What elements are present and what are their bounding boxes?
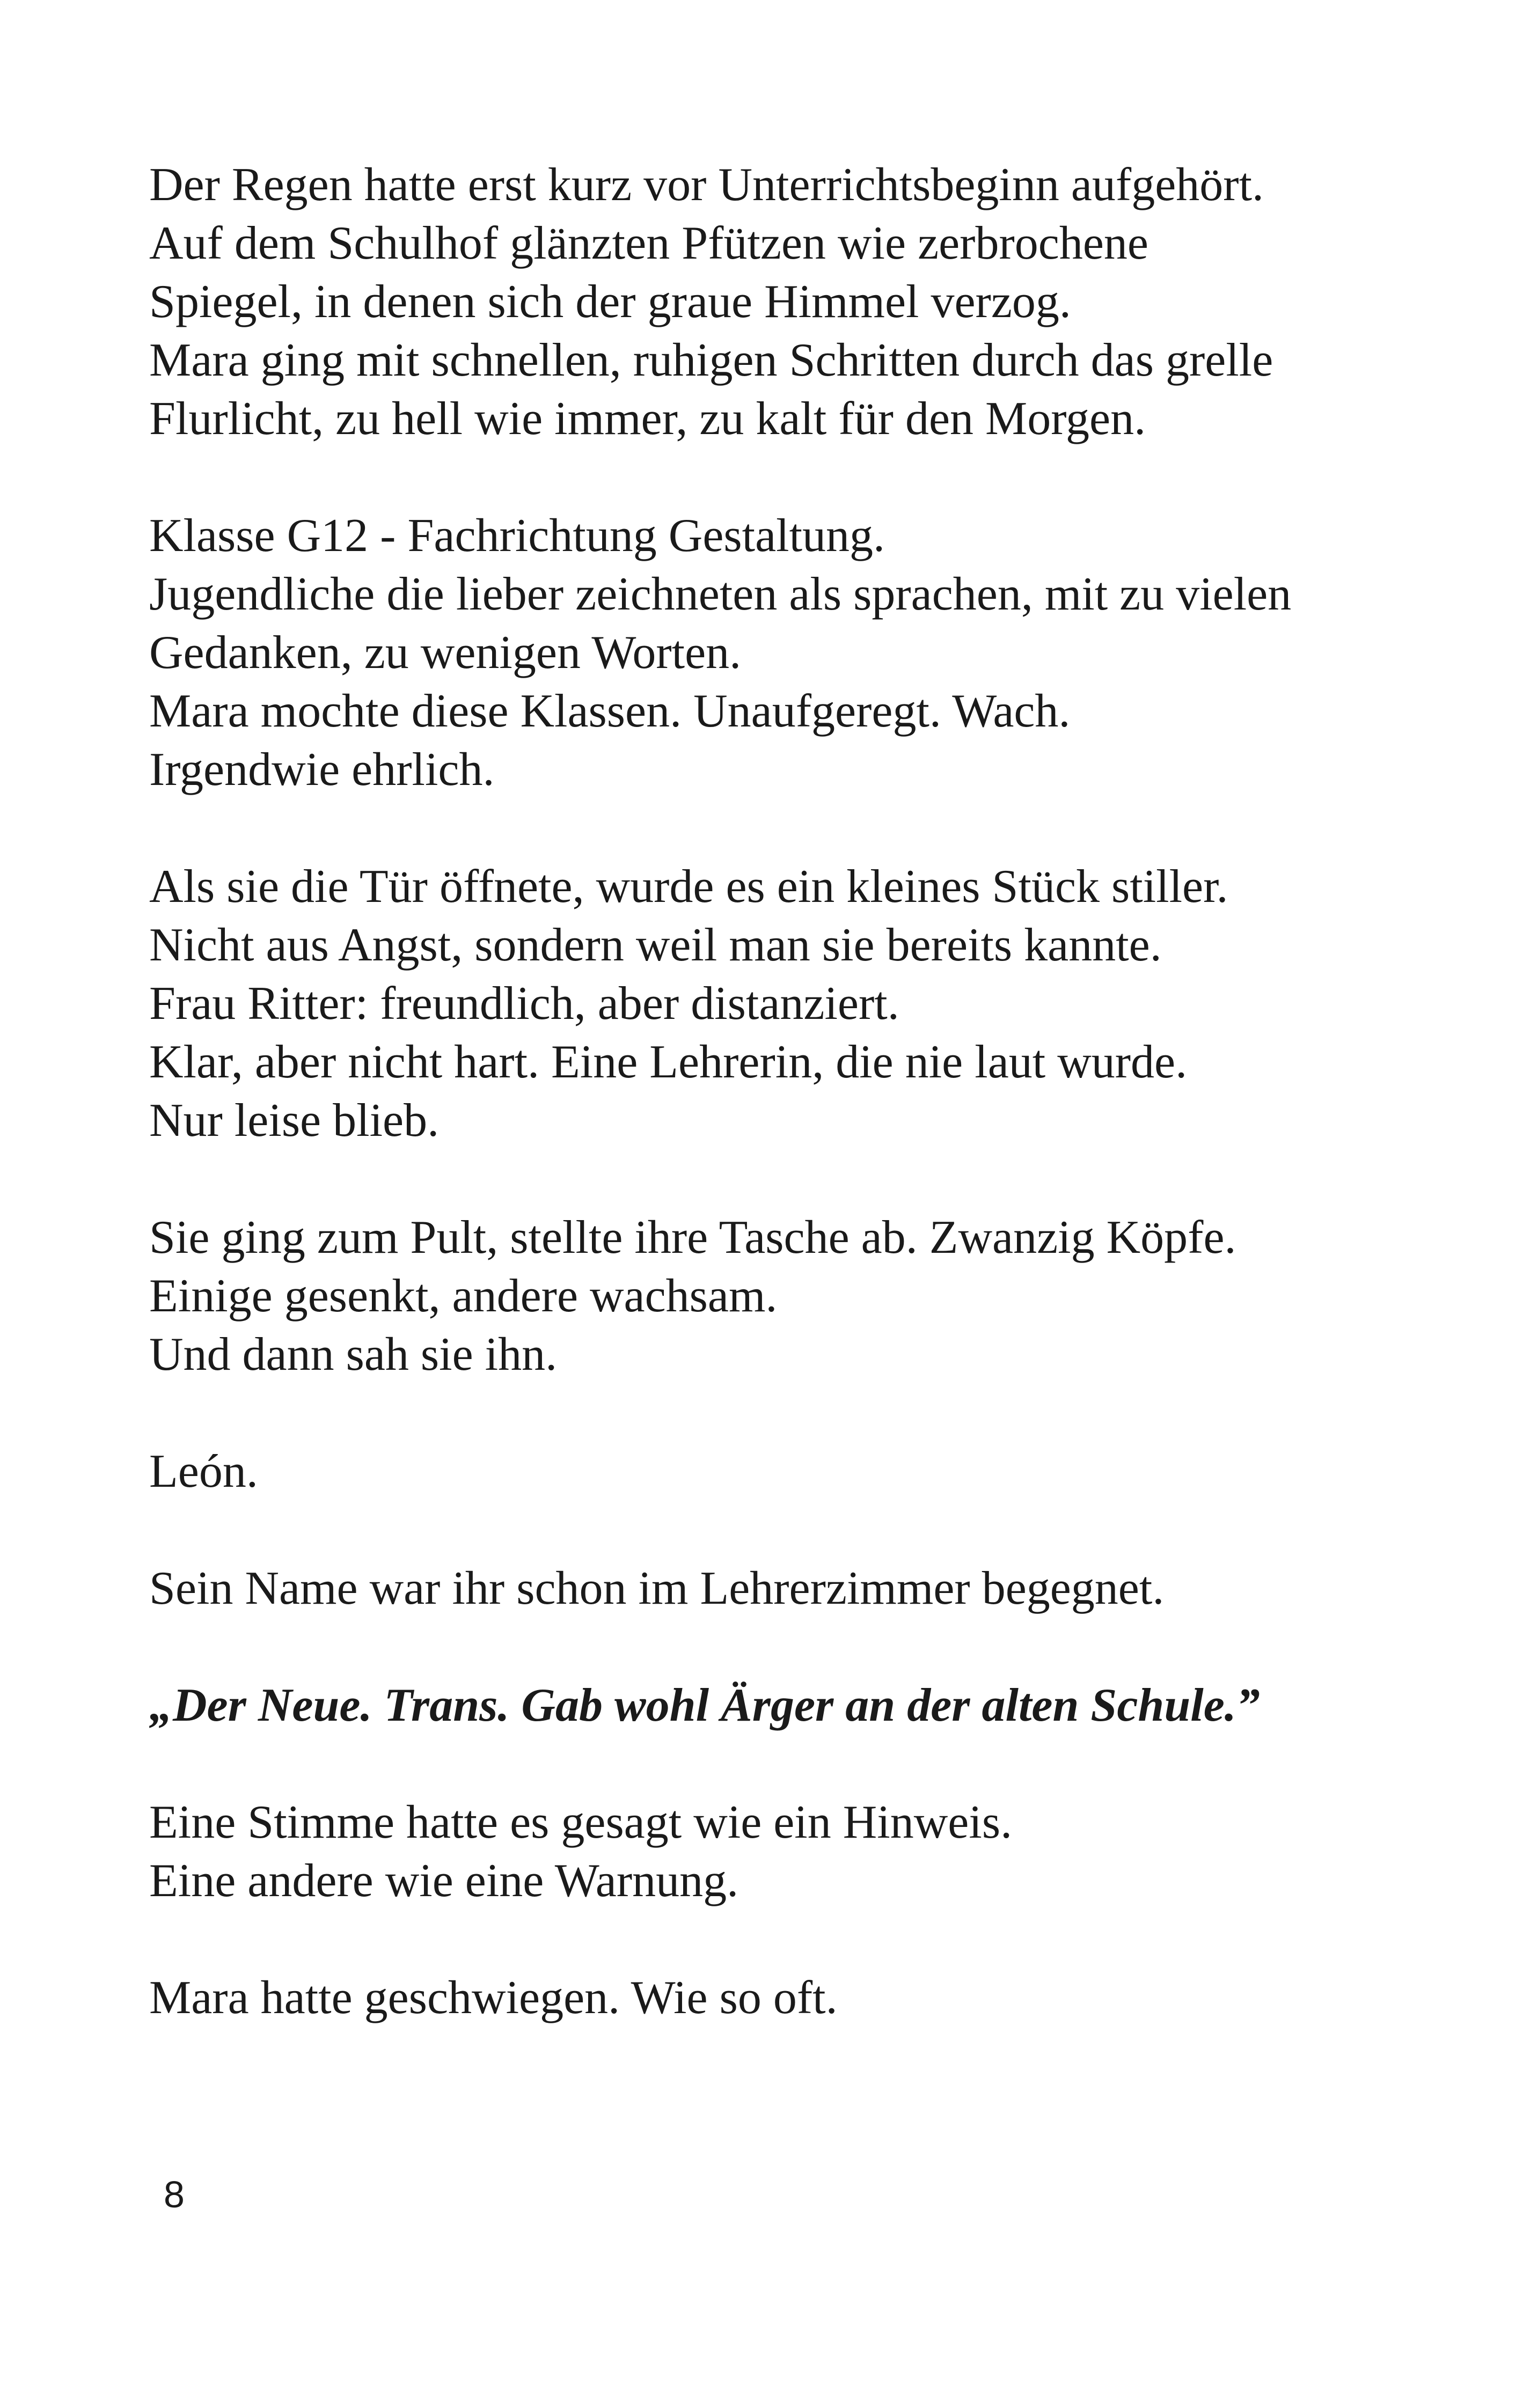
text-line: Einige gesenkt, andere wachsam.	[149, 1270, 778, 1322]
text-line: Eine andere wie eine Warnung.	[149, 1855, 739, 1907]
text-line: Eine Stimme hatte es gesagt wie ein Hinweis.	[149, 1796, 1013, 1848]
paragraph-door	[149, 857, 1383, 1150]
text-line: Sie ging zum Pult, stellte ihre Tasche ab. Zwanzig Köpfe.	[149, 1212, 1236, 1264]
paragraph-leon	[149, 1442, 1383, 1501]
text-line: Gedanken, zu wenigen Worten.	[149, 627, 742, 679]
body-text	[149, 156, 1383, 2086]
paragraph-silence	[149, 1969, 1383, 2027]
text-line: Mara ging mit schnellen, ruhigen Schritten durch das grelle	[149, 334, 1273, 386]
text-line: León.	[149, 1445, 258, 1497]
text-line: Spiegel, in denen sich der graue Himmel verzog.	[149, 276, 1071, 328]
text-line: Sein Name war ihr schon im Lehrerzimmer begegnet.	[149, 1562, 1165, 1614]
text-line: Frau Ritter: freundlich, aber distanziert.	[149, 978, 899, 1030]
paragraph-desk	[149, 1208, 1383, 1384]
text-line: Jugendliche die lieber zeichneten als sprachen, mit zu vielen	[149, 568, 1292, 620]
text-line: Flurlicht, zu hell wie immer, zu kalt für den Morgen.	[149, 393, 1146, 445]
text-line: Nicht aus Angst, sondern weil man sie bereits kannte.	[149, 919, 1162, 971]
text-line: Klar, aber nicht hart. Eine Lehrerin, die nie laut wurde.	[149, 1036, 1188, 1088]
text-line: Mara mochte diese Klassen. Unaufgeregt. Wach.	[149, 685, 1071, 737]
paragraph-rain	[149, 156, 1383, 448]
text-line: Nur leise blieb.	[149, 1095, 440, 1147]
text-line: Mara hatte geschwiegen. Wie so oft.	[149, 1972, 838, 2024]
text-line: Auf dem Schulhof glänzten Pfützen wie zerbrochene	[149, 217, 1148, 269]
text-line: Und dann sah sie ihn.	[149, 1328, 558, 1381]
text-line: Irgendwie ehrlich.	[149, 744, 495, 796]
page-number: 8	[164, 2174, 185, 2215]
quote-line: „Der Neue. Trans. Gab wohl Ärger an der alten Schule.”	[149, 1679, 1260, 1731]
text-line: Klasse G12 - Fachrichtung Gestaltung.	[149, 510, 885, 562]
paragraph-voices	[149, 1793, 1383, 1910]
text-line: Der Regen hatte erst kurz vor Unterrichtsbeginn aufgehört.	[149, 159, 1264, 211]
quote-paragraph	[149, 1676, 1383, 1735]
paragraph-class	[149, 506, 1383, 799]
text-line: Als sie die Tür öffnete, wurde es ein kleines Stück stiller.	[149, 861, 1228, 913]
paragraph-name	[149, 1559, 1383, 1618]
